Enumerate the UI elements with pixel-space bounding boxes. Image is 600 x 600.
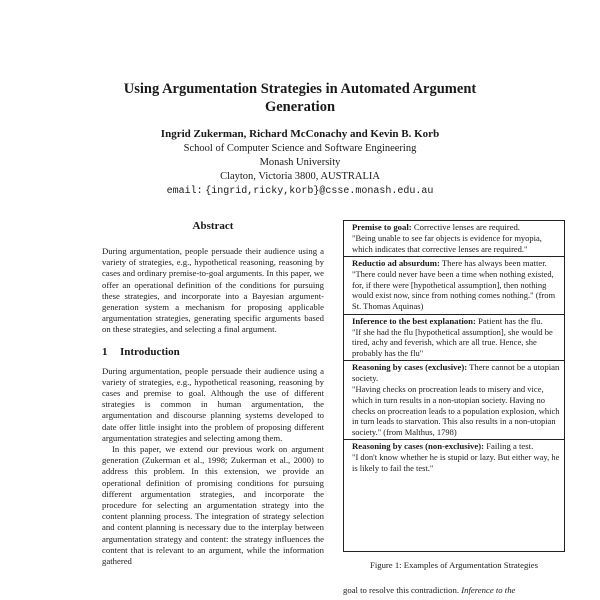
intro-paragraph-1: During argumentation, people persuade their audience using a variety of strategies, e.g., hypothetical reasoning, reasoning by cases and premise to goal. Although the use of different strategies is common in human argumentation, the argumentation and discourse planning systems developed to date offer little insight into the problem of proposing different argumentation strategies and selecting among them. xyxy=(102,365,324,443)
figure-item-best-explanation xyxy=(344,315,564,362)
section-number: 1 xyxy=(102,345,108,358)
strategy-example: "Being unable to see far objects is evidence for myopia, which indicates that corrective lenses are required." xyxy=(352,233,542,254)
strategy-goal: Failing a test. xyxy=(484,441,534,452)
figure-item-cases-exclusive xyxy=(344,361,564,440)
affiliation-email-line xyxy=(80,184,520,199)
affiliation-university: Monash University xyxy=(259,157,341,168)
strategy-goal: Corrective lenses are required. xyxy=(411,222,520,232)
strategy-label: Inference to the best explanation: xyxy=(352,315,476,326)
intro-paragraph-2: In this paper, we extend our previous work on argument generation (Zukerman et al., 1998; Zukerman et al., 2000) to address this problem. In this extension, we provide an operational definition of promising conditions for pursuing different argumentation strategies, and incorporate the procedure for selecting an argumentation strategy into the content planning process. The integration of strategy selection and content planning is necessary due to the interplay between argumentation strategy and content: the strategy influences the content that is relevant to an argument, while the information gathered xyxy=(102,444,324,567)
strategy-example: "Having checks on procreation leads to misery and vice, which in turn results in a non-utopian society. Having no checks on procreation leads to a population explosion, which in turn leads to starvation. This also results in a non-utopian society." (from Malthus, 1798) xyxy=(352,384,560,437)
continuation-italic: Inference to the xyxy=(461,585,516,595)
strategy-example: "There could never have been a time when nothing existed, for, if there were [hypothetical assumption], then nothing would exist now, since from nothing comes nothing." (from St. Thomas Aquinas) xyxy=(352,269,556,311)
introduction-heading xyxy=(102,346,324,358)
affiliation-location: Clayton, Victoria 3800, AUSTRALIA xyxy=(220,171,380,182)
strategy-goal: There has always been matter. xyxy=(439,258,547,269)
strategy-label: Reductio ad absurdum: xyxy=(352,258,440,269)
strategy-label: Premise to goal: xyxy=(352,222,412,232)
figure-item-reductio xyxy=(344,257,564,314)
affiliation-block xyxy=(80,142,520,199)
abstract-heading: Abstract xyxy=(192,220,234,232)
strategy-example: "I don't know whether he is stupid or lazy. But either way, he is likely to fail the test." xyxy=(352,452,560,473)
left-column xyxy=(102,220,324,567)
figure-1-box xyxy=(343,220,565,552)
strategy-example: "If she had the flu [hypothetical assumption], she would be tired, achy and feverish, which are all true. Hence, she probably has the flu" xyxy=(352,326,553,358)
figure-item-cases-nonexclusive xyxy=(344,440,564,475)
paper-authors: Ingrid Zukerman, Richard McConachy and Kevin B. Korb xyxy=(160,128,440,140)
email-address: {ingrid,ricky,korb}@csse.monash.edu.au xyxy=(205,186,434,197)
figure-caption: Figure 1: Examples of Argumentation Strategies xyxy=(369,560,538,570)
right-column-continuation xyxy=(343,585,565,596)
continuation-text: goal to resolve this contradiction. xyxy=(343,585,460,595)
strategy-label: Reasoning by cases (exclusive): xyxy=(352,362,468,373)
figure-item-premise-to-goal xyxy=(344,221,564,257)
paper-title: Using Argumentation Strategies in Automated Argument Generation xyxy=(123,81,477,115)
strategy-goal: Patient has the flu. xyxy=(475,315,543,326)
abstract-text: During argumentation, people persuade their audience using a variety of strategies, e.g., hypothetical reasoning, reasoning by cases and ordinary premise-to-goal arguments. In this paper, we offer an operational definition of the conditions for pursuing these strategies, and incorporate into a Bayesian argument-generation system a mechanism for proposing applicable argumentation strategies, generating specific arguments based on these strategies, and selecting a final argument. xyxy=(102,246,324,335)
strategy-label: Reasoning by cases (non-exclusive): xyxy=(352,441,485,452)
strategy-goal: There cannot be a utopian society. xyxy=(352,362,560,384)
affiliation-school: School of Computer Science and Software Engineering xyxy=(183,143,417,154)
email-label: email: xyxy=(166,186,203,197)
section-title: Introduction xyxy=(120,345,180,358)
